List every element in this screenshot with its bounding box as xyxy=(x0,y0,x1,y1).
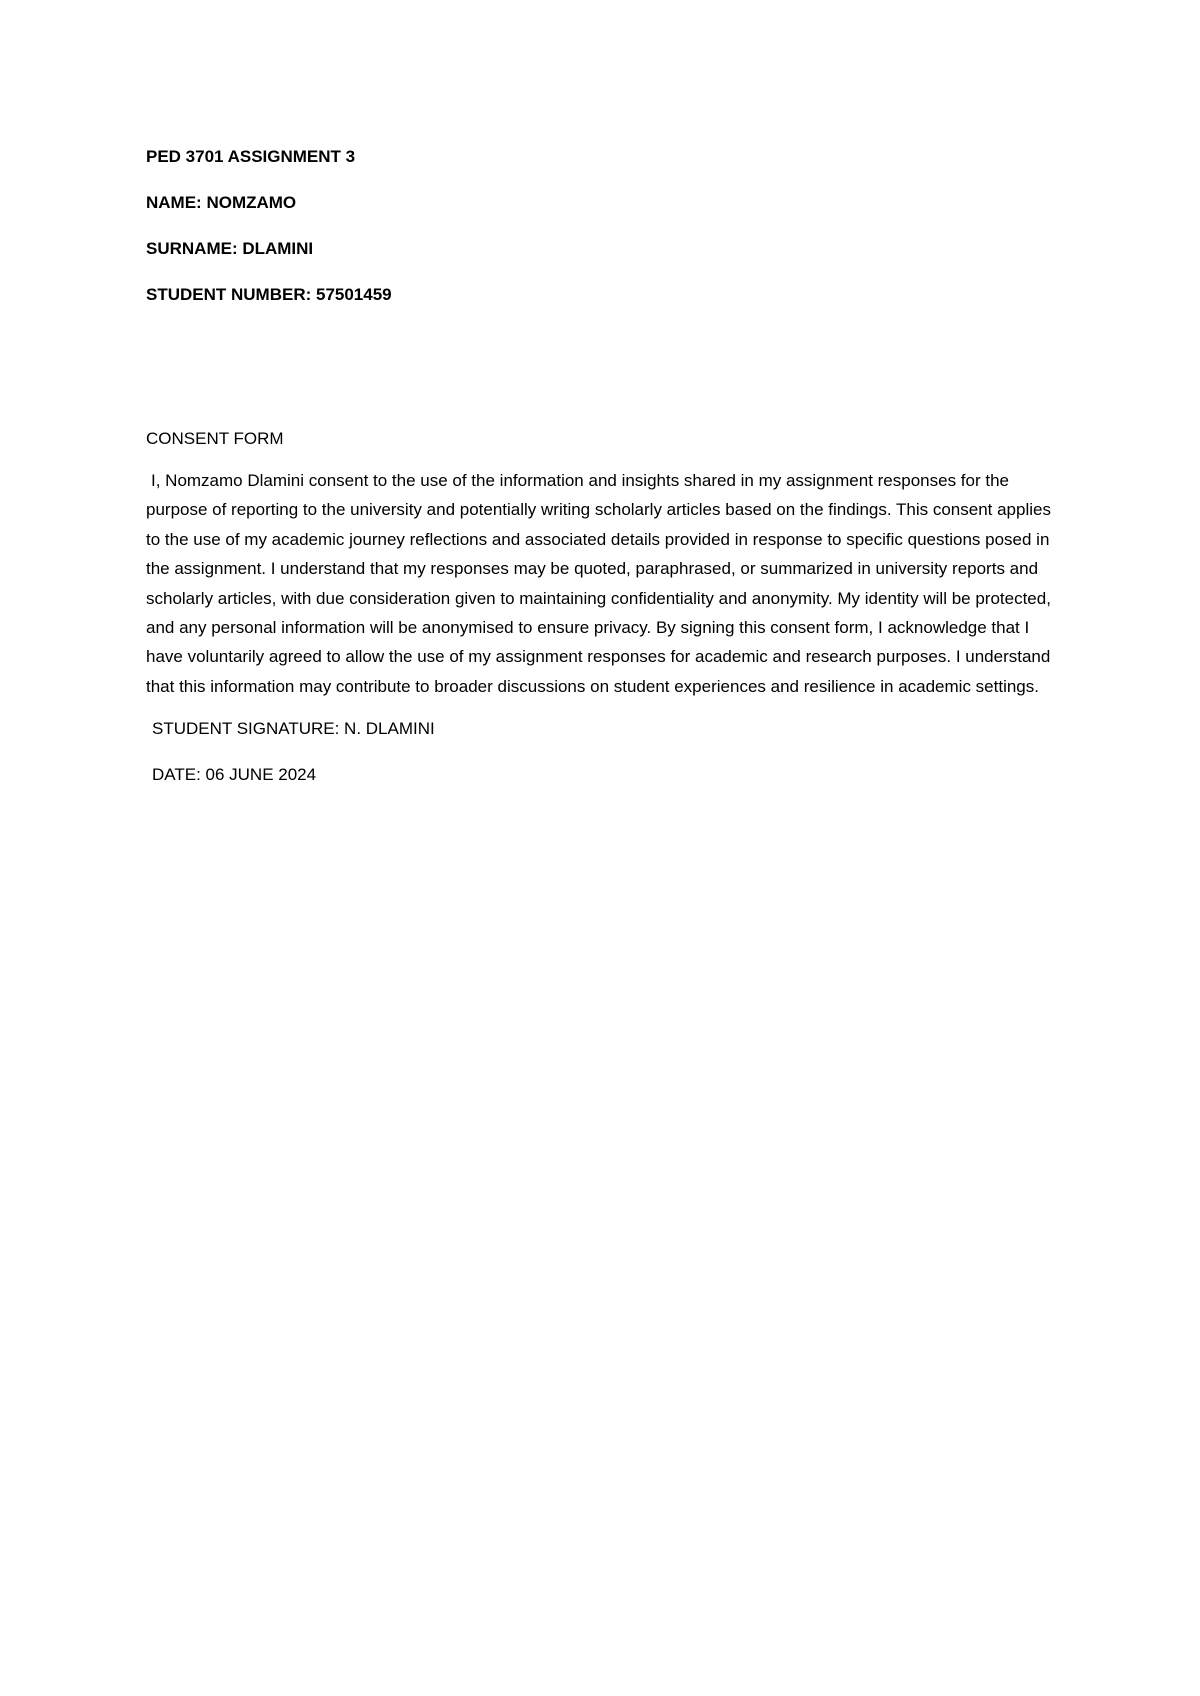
consent-form-title: CONSENT FORM xyxy=(146,429,284,448)
student-signature: STUDENT SIGNATURE: N. DLAMINI xyxy=(152,719,435,739)
student-name: NAME: NOMZAMO xyxy=(146,193,297,212)
document-content xyxy=(146,146,1066,786)
course-assignment-heading: PED 3701 ASSIGNMENT 3 xyxy=(146,147,356,166)
student-number: STUDENT NUMBER: 57501459 xyxy=(146,285,392,304)
student-surname: SURNAME: DLAMINI xyxy=(146,239,314,258)
consent-body-paragraph: I, Nomzamo Dlamini consent to the use of the information and insights shared in my assignment responses for the purpose of reporting to the university and potentially writing scholarly articles based on the findings. This consent applies to the use of my academic journey reflections and associated details provided in response to specific questions posed in the assignment. I understand that my responses may be quoted, paraphrased, or summarized in university reports and scholarly articles, with due consideration given to maintaining confidentiality and anonymity. My identity will be protected, and any personal information will be anonymised to ensure privacy. By signing this consent form, I acknowledge that I have voluntarily agreed to allow the use of my assignment responses for academic and research purposes. I understand that this information may contribute to broader discussions on student experiences and resilience in academic settings. xyxy=(146,471,1051,696)
signature-date: DATE: 06 JUNE 2024 xyxy=(152,765,317,785)
